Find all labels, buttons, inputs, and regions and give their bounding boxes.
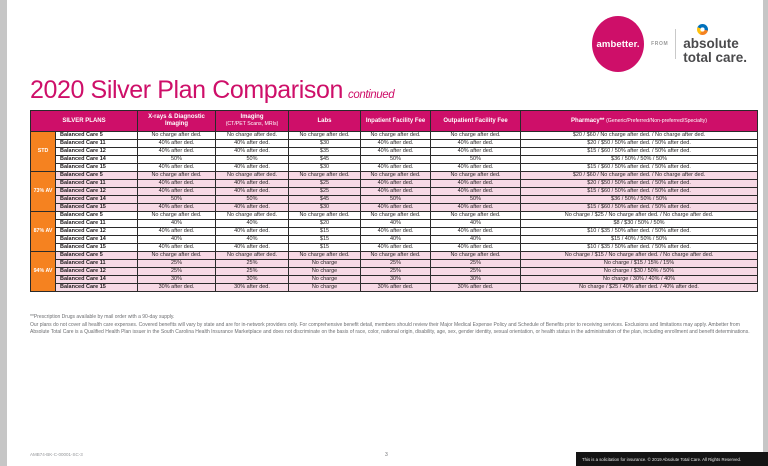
value-cell: $20 [289,220,361,228]
plan-name-cell: Balanced Care 14 [56,156,138,164]
column-header: SILVER PLANS [31,111,138,132]
value-cell: 25% [431,260,521,268]
value-cell: 40% after ded. [138,148,216,156]
value-cell: $15 / $60 / 50% after ded. / 50% after ded. [521,164,758,172]
value-cell: 30% after ded. [138,284,216,292]
value-cell: No charge [289,268,361,276]
value-cell: 25% [216,260,289,268]
footer-form-code: AMB74-BK-C-00001-SC-3 [30,452,83,457]
table-row [31,196,758,204]
group-label-cell: STD [31,132,56,172]
footnote-disclaimer: Our plans do not cover all health care expenses. Covered benefits will vary by state and are for in-network providers only. For comprehensive benefit detail, members should review their Major Medical Expense Policy and Schedule of Benefits prior to receiving services. Exclusions and limitations may apply. Ambetter from Absolute Total Care is a Qualified Health Plan issuer in the South Carolina Health Insurance Marketplace and does not discriminate on the basis of race, color, national origin, disability, age, sex, gender identity, sexual orientation, or health status in the administration of the plan, including enrollment and benefit determinations. [30,322,750,335]
value-cell: 40% after ded. [216,244,289,252]
plan-name-cell: Balanced Care 11 [56,140,138,148]
table-row [31,252,758,260]
table-row [31,148,758,156]
value-cell: No charge after ded. [431,212,521,220]
value-cell: 50% [431,196,521,204]
value-cell: $8 / $30 / 50% / 50% [521,220,758,228]
value-cell: 40% after ded. [431,180,521,188]
value-cell: 50% [431,156,521,164]
value-cell: No charge after ded. [289,172,361,180]
table-row [31,140,758,148]
value-cell: $20 / $50 / 50% after ded. / 50% after ded. [521,180,758,188]
value-cell: $15 / $60 / 50% after ded. / 50% after ded. [521,148,758,156]
value-cell: 50% [138,156,216,164]
value-cell: $36 / 50% / 50% / 50% [521,196,758,204]
from-label: FROM [651,41,669,47]
value-cell: No charge / $15 / 15% / 15% [521,260,758,268]
value-cell: 40% [138,220,216,228]
value-cell: 40% after ded. [431,164,521,172]
value-cell: 25% [361,268,431,276]
value-cell: No charge / $30 / 50% / 50% [521,268,758,276]
value-cell: 40% [216,220,289,228]
value-cell: 40% after ded. [361,164,431,172]
table-row [31,284,758,292]
value-cell: No charge after ded. [216,252,289,260]
value-cell: No charge after ded. [138,172,216,180]
brand-line-2: total care. [683,49,747,65]
column-header: Outpatient Facility Fee [431,111,521,132]
value-cell: No charge / $15 / No charge after ded. / No charge after ded. [521,252,758,260]
legal-text: This is a solicitation for insurance. © 2019 Absolute Total Care. All Rights Reserved. [582,456,742,462]
table-row [31,276,758,284]
ambetter-wordmark: ambetter. [596,38,640,50]
footnote-prescription: **Prescription Drugs available by mail order with a 90-day supply. [30,314,175,320]
plan-name-cell: Balanced Care 15 [56,284,138,292]
table-row [31,244,758,252]
value-cell: $15 / 40% / 50% / 50% [521,236,758,244]
value-cell: 30% [431,276,521,284]
value-cell: 25% [138,260,216,268]
value-cell: 50% [361,196,431,204]
value-cell: 30% [138,276,216,284]
group-label-cell: 73% AV [31,172,56,212]
value-cell: $25 [289,180,361,188]
value-cell: 50% [216,196,289,204]
value-cell: 40% after ded. [431,140,521,148]
value-cell: 40% after ded. [138,228,216,236]
value-cell: No charge after ded. [138,252,216,260]
table-row [31,228,758,236]
value-cell: $15 [289,244,361,252]
value-cell: $35 [289,148,361,156]
ambetter-absolute-total-care-logo [592,16,747,72]
value-cell: 25% [361,260,431,268]
group-label-cell: 94% AV [31,252,56,292]
plan-name-cell: Balanced Care 5 [56,172,138,180]
value-cell: No charge after ded. [289,212,361,220]
plan-name-cell: Balanced Care 11 [56,220,138,228]
plan-name-cell: Balanced Care 12 [56,148,138,156]
value-cell: 40% after ded. [431,204,521,212]
value-cell: $25 [289,188,361,196]
column-header: Labs [289,111,361,132]
value-cell: 40% after ded. [431,188,521,196]
plan-name-cell: Balanced Care 14 [56,196,138,204]
table-row [31,204,758,212]
value-cell: 40% after ded. [138,188,216,196]
value-cell: No charge / $25 / 40% after ded. / 40% after ded. [521,284,758,292]
value-cell: 30% after ded. [361,284,431,292]
plan-name-cell: Balanced Care 14 [56,276,138,284]
value-cell: 50% [216,156,289,164]
value-cell: $20 / $60 / No charge after ded. / No charge after ded. [521,132,758,140]
value-cell: 40% after ded. [138,204,216,212]
value-cell: 25% [431,268,521,276]
value-cell: 40% [431,236,521,244]
value-cell: No charge [289,276,361,284]
value-cell: No charge after ded. [138,212,216,220]
column-header: Pharmacy** (Generic/Preferred/Non-preferred/Specialty) [521,111,758,132]
logo-divider [675,29,676,59]
value-cell: $45 [289,156,361,164]
page-title-continued: continued [347,89,395,101]
value-cell: 40% after ded. [216,164,289,172]
value-cell: No charge after ded. [361,252,431,260]
value-cell: No charge after ded. [216,212,289,220]
table-row [31,188,758,196]
value-cell: 25% [138,268,216,276]
value-cell: $45 [289,196,361,204]
value-cell: $15 [289,236,361,244]
value-cell: 40% after ded. [431,244,521,252]
value-cell: 40% after ded. [361,188,431,196]
table-row [31,156,758,164]
value-cell: 40% after ded. [361,228,431,236]
value-cell: 40% after ded. [216,140,289,148]
table-row [31,236,758,244]
value-cell: 50% [361,156,431,164]
column-header: Imaging (CT/PET Scans, MRIs) [216,111,289,132]
page-title-main: 2020 Silver Plan Comparison [30,76,343,104]
plan-name-cell: Balanced Care 15 [56,244,138,252]
plan-name-cell: Balanced Care 12 [56,188,138,196]
value-cell: 40% after ded. [361,204,431,212]
value-cell: 40% [361,236,431,244]
value-cell: No charge after ded. [289,252,361,260]
value-cell: 40% after ded. [138,244,216,252]
brand-line-1: absolute [683,35,739,51]
table-row [31,164,758,172]
value-cell: 30% after ded. [216,284,289,292]
plan-name-cell: Balanced Care 12 [56,268,138,276]
value-cell: $15 / $60 / 50% after ded. / 50% after ded. [521,204,758,212]
value-cell: $10 / $35 / 50% after ded. / 50% after ded. [521,244,758,252]
value-cell: No charge [289,260,361,268]
value-cell: No charge / $25 / No charge after ded. / No charge after ded. [521,212,758,220]
plan-name-cell: Balanced Care 5 [56,212,138,220]
footnotes [30,314,757,336]
value-cell: $20 / $60 / No charge after ded. / No charge after ded. [521,172,758,180]
value-cell: 40% [431,220,521,228]
group-label-cell: 87% AV [31,212,56,252]
page-title [30,76,394,105]
value-cell: No charge / 30% / 40% / 40% [521,276,758,284]
value-cell: 40% [216,236,289,244]
table-row [31,132,758,140]
value-cell: 25% [216,268,289,276]
value-cell: 40% after ded. [216,148,289,156]
plan-name-cell: Balanced Care 5 [56,252,138,260]
column-header: Inpatient Facility Fee [361,111,431,132]
value-cell: 40% after ded. [361,140,431,148]
value-cell: $30 [289,164,361,172]
value-cell: 30% [216,276,289,284]
column-header: X-rays & Diagnostic Imaging [138,111,216,132]
plan-name-cell: Balanced Care 15 [56,164,138,172]
value-cell: 40% after ded. [216,180,289,188]
value-cell: 40% after ded. [138,180,216,188]
value-cell: No charge after ded. [289,132,361,140]
table-row [31,260,758,268]
value-cell: No charge after ded. [361,172,431,180]
page-number: 3 [385,452,388,458]
plan-name-cell: Balanced Care 14 [56,236,138,244]
table-row [31,172,758,180]
value-cell: 40% after ded. [138,164,216,172]
ambetter-oval-logo [592,16,644,72]
value-cell: No charge after ded. [361,212,431,220]
value-cell: 30% after ded. [431,284,521,292]
value-cell: No charge after ded. [431,252,521,260]
value-cell: 40% after ded. [361,180,431,188]
table-row [31,180,758,188]
value-cell: No charge after ded. [216,132,289,140]
value-cell: 40% after ded. [431,148,521,156]
value-cell: No charge after ded. [138,132,216,140]
value-cell: 40% after ded. [216,204,289,212]
value-cell: No charge after ded. [431,172,521,180]
value-cell: 40% after ded. [138,140,216,148]
value-cell: No charge after ded. [361,132,431,140]
value-cell: 40% after ded. [361,244,431,252]
plan-name-cell: Balanced Care 12 [56,228,138,236]
plan-name-cell: Balanced Care 11 [56,260,138,268]
value-cell: $15 / $60 / 50% after ded. / 50% after ded. [521,188,758,196]
table-row [31,268,758,276]
plan-name-cell: Balanced Care 15 [56,204,138,212]
value-cell: $36 / 50% / 50% / 50% [521,156,758,164]
value-cell: 50% [138,196,216,204]
value-cell: $30 [289,140,361,148]
table-row [31,220,758,228]
table-row [31,212,758,220]
value-cell: 40% [361,220,431,228]
plan-name-cell: Balanced Care 11 [56,180,138,188]
value-cell: No charge after ded. [216,172,289,180]
legal-bar [576,452,768,466]
value-cell: $20 / $50 / 50% after ded. / 50% after ded. [521,140,758,148]
value-cell: No charge [289,284,361,292]
value-cell: $30 [289,204,361,212]
plan-name-cell: Balanced Care 5 [56,132,138,140]
swirl-icon [697,24,708,35]
value-cell: 40% [138,236,216,244]
value-cell: $15 [289,228,361,236]
absolute-total-care-wordmark [683,24,747,65]
value-cell: 40% after ded. [361,148,431,156]
value-cell: No charge after ded. [431,132,521,140]
value-cell: 40% after ded. [431,228,521,236]
value-cell: 30% [361,276,431,284]
value-cell: $10 / $35 / 50% after ded. / 50% after ded. [521,228,758,236]
value-cell: 40% after ded. [216,228,289,236]
table-header-row [31,111,758,132]
brochure-page [7,0,763,466]
value-cell: 40% after ded. [216,188,289,196]
silver-plan-comparison-table [30,110,758,292]
